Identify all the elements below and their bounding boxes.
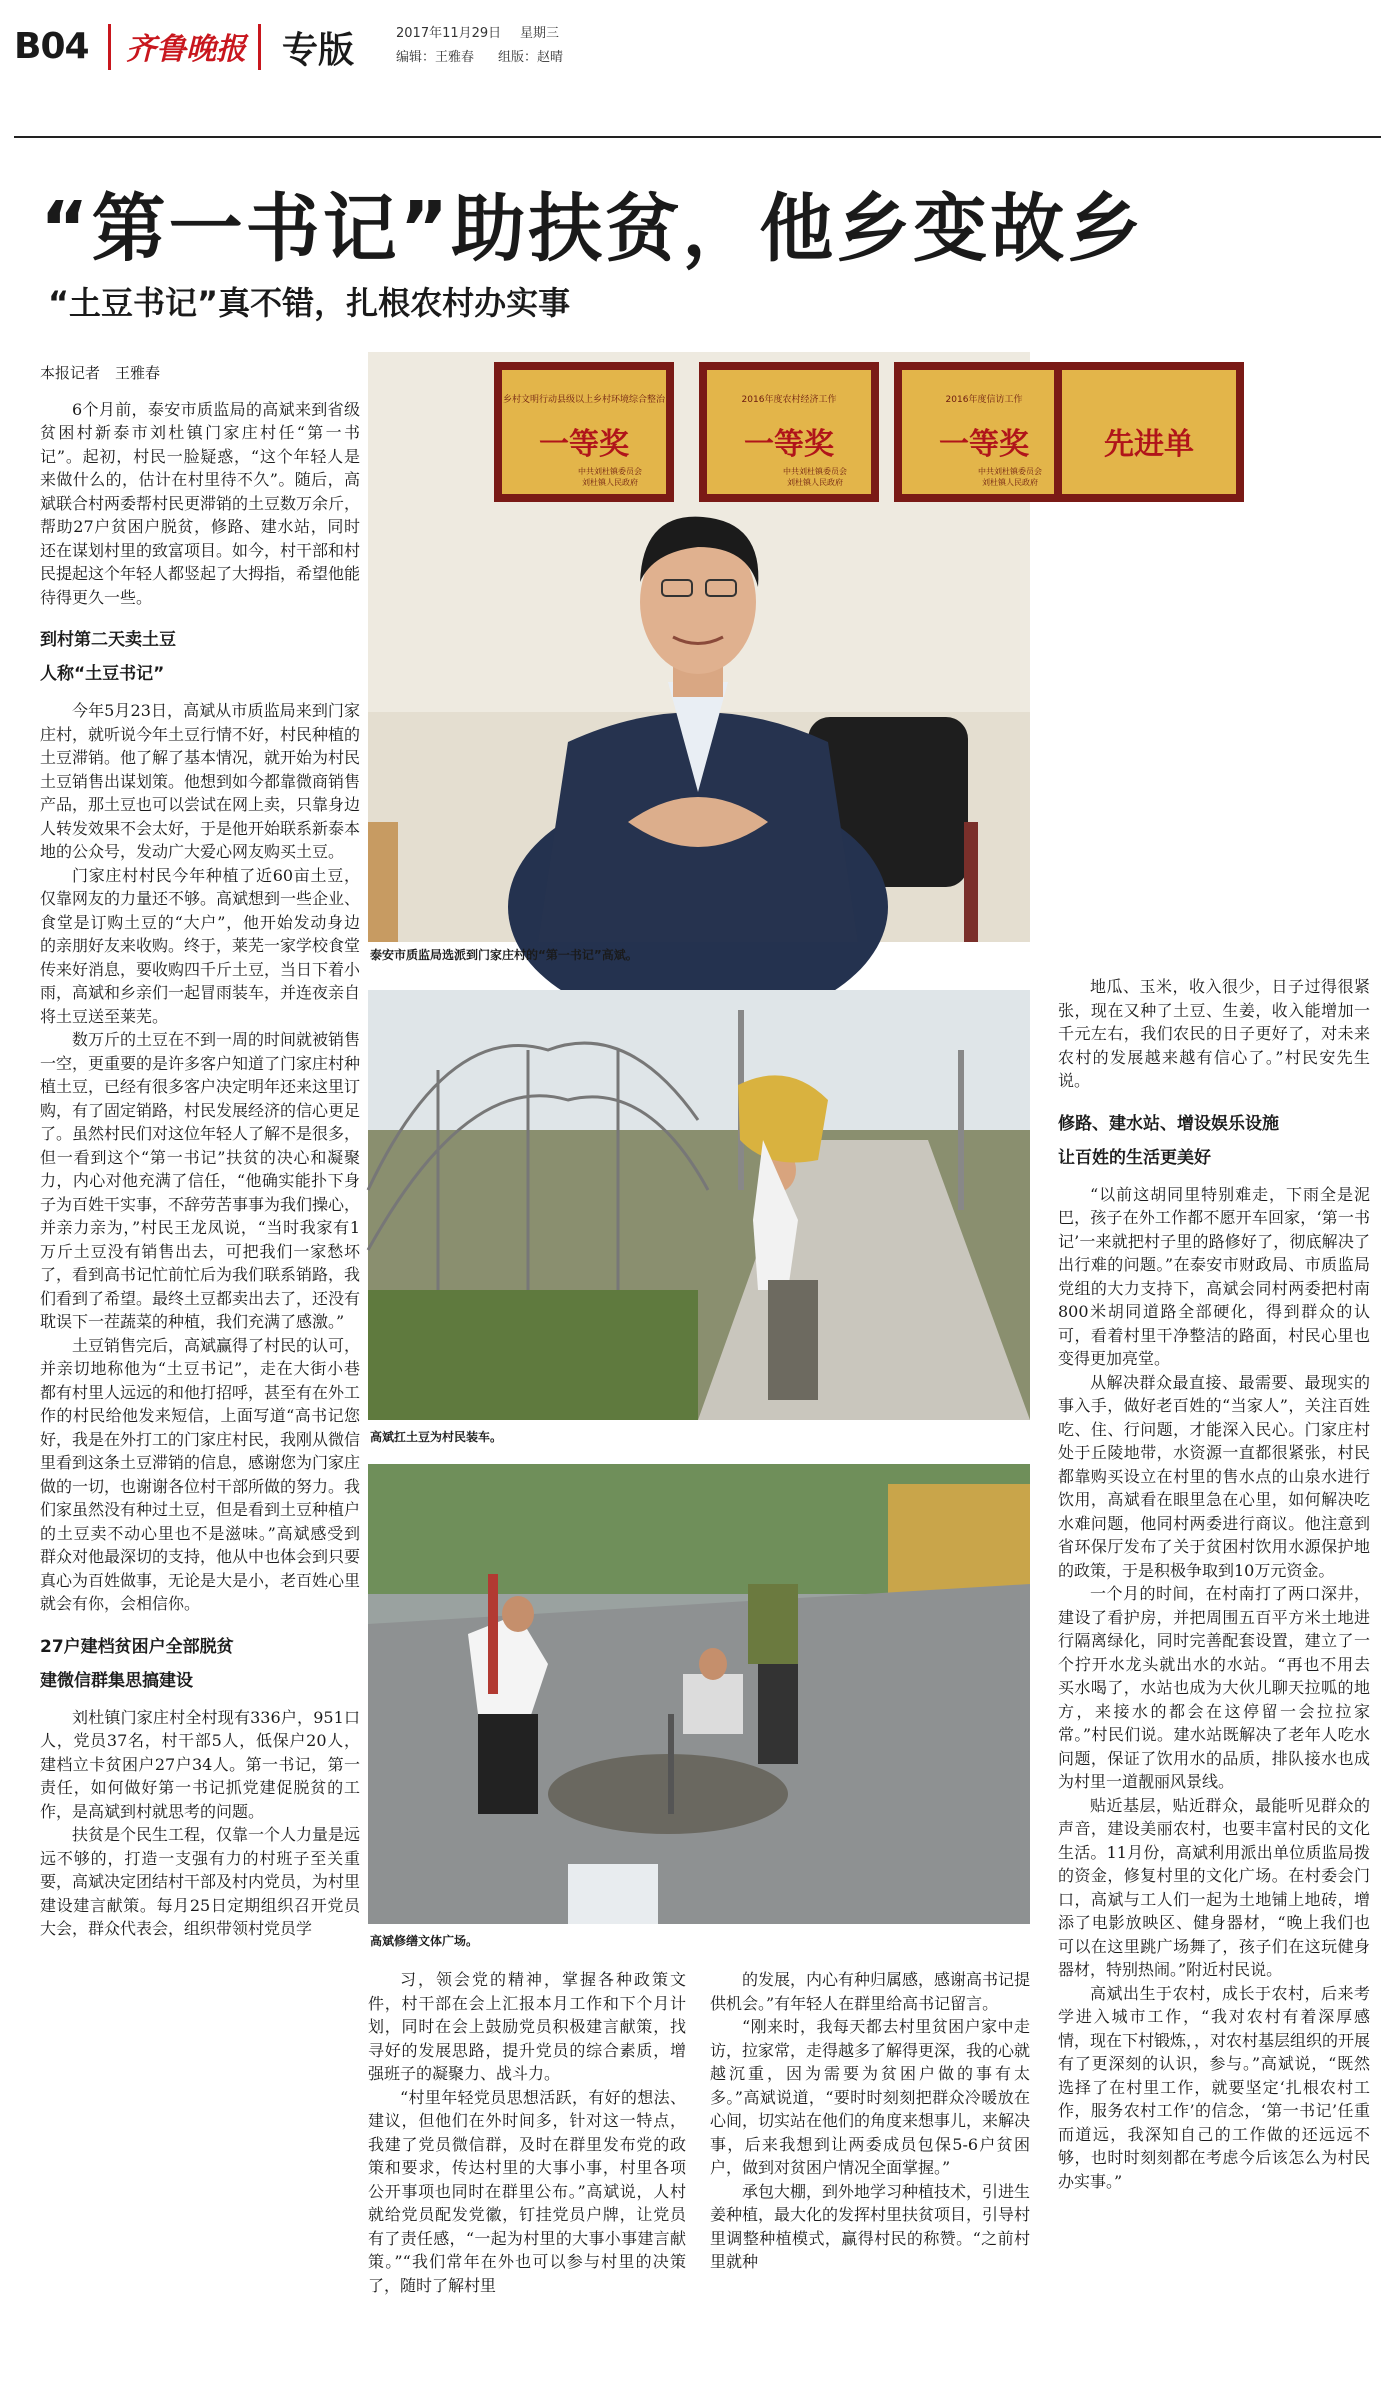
award-issuer: 中共刘杜镇委员会 [978, 467, 1042, 476]
photo-square-repair [368, 1464, 1030, 1924]
section-heading-line: 修路、建水站、增设娱乐设施 [1058, 1113, 1279, 1134]
newspaper-logo: 齐鲁晚报 [126, 32, 246, 67]
paragraph: 贴近基层，贴近群众，最能听见群众的声音，建设美丽农村，也要丰富村民的文化生活。11月份，高斌利用派出单位质监局拨的资金，修复村里的文化广场。在村委会门口，高斌与工人们一起为土地铺上地砖，增添了电影放映区、健身器材，“晚上我们也可以在这里跳广场舞了，孩子们在这玩健身器材，特别热闹。”附近村民说。 [1058, 1795, 1370, 1979]
subheadline: “土豆书记”真不错，扎根农村办实事 [48, 284, 571, 322]
intro-text [40, 398, 360, 610]
square-repair-illustration [368, 1464, 1030, 1924]
portrait-illustration [368, 352, 1194, 942]
award-prize: 一等奖 [539, 427, 629, 462]
photo-3-caption: 高斌修缮文体广场。 [370, 1934, 479, 1948]
photo-1-caption: 泰安市质监局选派到门家庄村的“第一书记”高斌。 [370, 948, 638, 962]
header-separator [108, 24, 111, 70]
section-heading-line: 27户建档贫困户全部脱贫 [40, 1636, 234, 1657]
award-title: 乡村文明行动县级以上乡村环境综合整治 [502, 395, 666, 405]
column-3 [710, 1968, 1030, 2274]
paragraph: 承包大棚，到外地学习种植技术，引进生姜种植，最大化的发挥村里扶贫项目，引导村里调整种植模式，赢得村民的称赞。“之前村里就种 [710, 2181, 1031, 2271]
header-rule [14, 136, 1381, 138]
paragraph: 高斌出生于农村，成长于农村，后来考学进入城市工作，“我对农村有着深厚感情，现在下村锻炼，，对农村基层组织的开展有了更深刻的认识，参与。”高斌说，“既然选择了在村里工作，就要坚定‘扎根农村工作，服务农村工作’的信念，‘第一书记’任重而道远，我深知自己的工作做的还远远不够，也时时刻刻都在考虑今后该怎么为村民办实事。” [1058, 1983, 1371, 2191]
section-2-text [40, 1706, 360, 1941]
byline: 本报记者 王雅春 [40, 364, 161, 382]
award-title: 2016年度农村经济工作 [741, 395, 837, 405]
section-heading-line: 让百姓的生活更美好 [1058, 1147, 1211, 1168]
paragraph: “刚来时，我每天都去村里贫困户家中走访，拉家常，走得越多了解得更深，我的心就越沉重，因为需要为贫困户做的事有太多。”高斌说道，“要时时刻刻把群众冷暖放在心间，切实站在他们的角度来想事儿，来解决事，后来我想到让两委成员包保5-6户贫困户，做到对贫困户情况全面掌握。” [710, 2017, 1031, 2177]
paragraph: 地瓜、玉米，收入很少，日子过得很紧张，现在又种了土豆、生姜，收入能增加一千元左右，我们农民的日子更好了，对未来农村的发展越来越有信心了。”村民安先生说。 [1058, 977, 1370, 1090]
paragraph: 今年5月23日，高斌从市质监局来到门家庄村，就听说今年土豆行情不好，村民种植的土豆滞销。他了解了基本情况，就开始为村民土豆销售出谋划策。他想到如今都靠微商销售产品，那土豆也可以尝试在网上卖，只靠身边人转发效果不会太好，于是他开始联系新泰本地的公众号，发动广大爱心网友购买土豆。 [40, 701, 361, 861]
page-number: B04 [14, 26, 89, 67]
photo-portrait [368, 352, 1194, 942]
paragraph: “以前这胡同里特别难走，下雨全是泥巴，孩子在外工作都不愿开车回家，‘第一书记’一来就把村子里的路修好了，彻底解决了出行难的问题。”在泰安市财政局、市质监局党组的大力支持下，高斌会同村两委把村南800米胡同道路全部硬化，得到群众的认可，看着村里干净整洁的路面，村民心里也变得更加亮堂。 [1058, 1184, 1370, 1368]
photo-carrying-potatoes [368, 990, 1030, 1420]
paragraph: 的发展，内心有种归属感，感谢高书记提供机会。”有年轻人在群里给高书记留言。 [710, 1970, 1031, 2013]
award-prize: 先进单 [1104, 427, 1194, 462]
section-heading-2 [40, 1630, 360, 1698]
issue-date: 2017年11月29日 [396, 26, 502, 41]
column-4-upper [1058, 975, 1370, 2193]
col2-text [368, 1968, 686, 2297]
award-title: 2016年度信访工作 [945, 395, 1023, 405]
editor-credit: 编辑：王雅春 [396, 50, 475, 65]
section-heading-line: 人称“土豆书记” [40, 664, 165, 684]
layout-credit: 组版：赵晴 [498, 50, 564, 65]
section-heading-3 [1058, 1107, 1370, 1175]
header-separator [258, 24, 261, 70]
section-1-text [40, 699, 360, 1616]
section-heading-line: 到村第二天卖土豆 [40, 630, 176, 650]
potato-carrying-illustration [368, 990, 1030, 1420]
paragraph: 数万斤的土豆在不到一周的时间就被销售一空，更重要的是许多客户知道了门家庄村种植土豆，已经有很多客户决定明年还来这里订购，有了固定销路，村民发展经济的信心更足了。虽然村民们对这位年轻人了解不是很多，但一看到这个“第一书记”扶贫的决心和凝聚力，内心对他充满了信任，“他确实能扑下身子为百姓干实事，不辞劳苦事事为我们操心，并亲力亲为，”村民王龙凤说，“当时我家有1万斤土豆没有销售出去，可把我们一家愁坏了，看到高书记忙前忙后为我们联系销路，我们看到了希望。最终土豆都卖出去了，还没有耽误下一茬蔬菜的种植，我们充满了感激。” [40, 1030, 361, 1331]
paragraph: “村里年轻党员思想活跃，有好的想法、建议，但他们在外时间多，针对这一特点，我建了党员微信群，及时在群里发布党的政策和要求，传达村里的大事小事，村里各项公开事项也同时在群里公布。”高斌说，人村就给党员配发党徽，钉挂党员户牌，让党员有了责任感，“一起为村里的大事小事建言献策。”“我们常年在外也可以参与村里的决策了，随时了解村里 [368, 2087, 686, 2295]
col3-text [710, 1968, 1030, 2274]
column-name: 专版 [282, 30, 355, 71]
award-issuer: 刘杜镇人民政府 [982, 478, 1038, 487]
section-3-text [1058, 1183, 1370, 2194]
award-issuer: 中共刘杜镇委员会 [783, 467, 847, 476]
paragraph: 一个月的时间，在村南打了两口深井，建设了看护房，并把周围五百平方米土地进行隔离绿化，同时完善配套设置，建立了一个拧开水龙头就出水的水站。“再也不用去买水喝了，水站也成为大伙儿聊天拉呱的地方，来接水的都会在这停留一会拉拉家常。”村民们说。建水站既解决了老年人吃水问题，保证了饮用水的品质，排队接水也成为村里一道靓丽风景线。 [1058, 1584, 1370, 1791]
headline: “第一书记”助扶贫，他乡变故乡 [40, 186, 1145, 272]
column-1 [40, 362, 360, 1941]
photo-2-caption: 高斌扛土豆为村民装车。 [370, 1430, 503, 1444]
section-heading-1 [40, 623, 360, 691]
section-heading-line: 建微信群集思搞建设 [40, 1670, 193, 1691]
paragraph: 扶贫是个民生工程，仅靠一个人力量是远远不够的，打造一支强有力的村班子至关重要，高斌决定团结村干部及村内党员，为村里建设建言献策。每月25日定期组织召开党员大会，群众代表会，组织带领村党员学 [40, 1825, 361, 1938]
award-prize: 一等奖 [744, 427, 834, 462]
award-prize: 一等奖 [939, 427, 1029, 462]
column-2 [368, 1968, 686, 2297]
col4-intro-text [1058, 975, 1370, 1093]
award-issuer: 中共刘杜镇委员会 [578, 467, 642, 476]
paragraph: 刘杜镇门家庄村全村现有336户，951口人，党员37名，村干部5人，低保户20人，建档立卡贫困户27户34人。第一书记，第一责任，如何做好第一书记抓党建促脱贫的工作，是高斌到村就思考的问题。 [40, 1707, 360, 1821]
award-issuer: 刘杜镇人民政府 [787, 478, 843, 487]
issue-weekday: 星期三 [520, 26, 560, 41]
paragraph: 门家庄村村民今年种植了近60亩土豆，仅靠网友的力量还不够。高斌想到一些企业、食堂是订购土豆的“大户”，他开始发动身边的亲朋好友来收购。终于，莱芜一家学校食堂传来好消息，要收购四千斤土豆，当日下着小雨，高斌和乡亲们一起冒雨装车，并连夜亲自将土豆送至莱芜。 [40, 865, 361, 1026]
paragraph: 习，领会党的精神，掌握各种政策文件，村干部在会上汇报本月工作和下个月计划，同时在会上鼓励党员积极建言献策，找寻好的发展思路，提升党员的综合素质，增强班子的凝聚力、战斗力。 [368, 1970, 686, 2083]
award-issuer: 刘杜镇人民政府 [582, 478, 638, 487]
paragraph: 从解决群众最直接、最需要、最现实的事入手，做好老百姓的“当家人”，关注百姓吃、住、行问题，才能深入民心。门家庄村处于丘陵地带，水资源一直都很紧张，村民都靠购买设立在村里的售水点的山泉水进行饮用，高斌看在眼里急在心里，如何解决吃水难问题，他同村两委进行商议。他注意到省环保厅发布了关于贫困村饮用水源保护地的政策，于是积极争取到10万元资金。 [1058, 1372, 1370, 1580]
paragraph: 土豆销售完后，高斌赢得了村民的认可，并亲切地称他为“土豆书记”，走在大街小巷都有村里人远远的和他打招呼，甚至有在外工作的村民给他发来短信，上面写道“高书记您好，我是在外打工的门家庄村民，我刚从微信里看到这条土豆滞销的信息，感谢您为门家庄做的一切，也谢谢各位村干部所做的努力。我们家虽然没有种过土豆，但是看到土豆种植户的土豆卖不动心里也不是滋味。”高斌感受到群众对他最深切的支持，他从中也体会到只要真心为百姓做事，无论是大是小，老百姓心里就会有你，会相信你。 [40, 1335, 361, 1613]
paragraph: 6个月前，泰安市质监局的高斌来到省级贫困村新泰市刘杜镇门家庄村任“第一书记”。起初，村民一脸疑惑，“这个年轻人是来做什么的，估计在村里待不久”。随后，高斌联合村两委帮村民更滞销的土豆数万余斤，帮助27户贫困户脱贫，修路、建水站，同时还在谋划村里的致富项目。如今，村干部和村民提起这个年轻人都竖起了大拇指，希望他能待得更久一些。 [40, 399, 361, 607]
